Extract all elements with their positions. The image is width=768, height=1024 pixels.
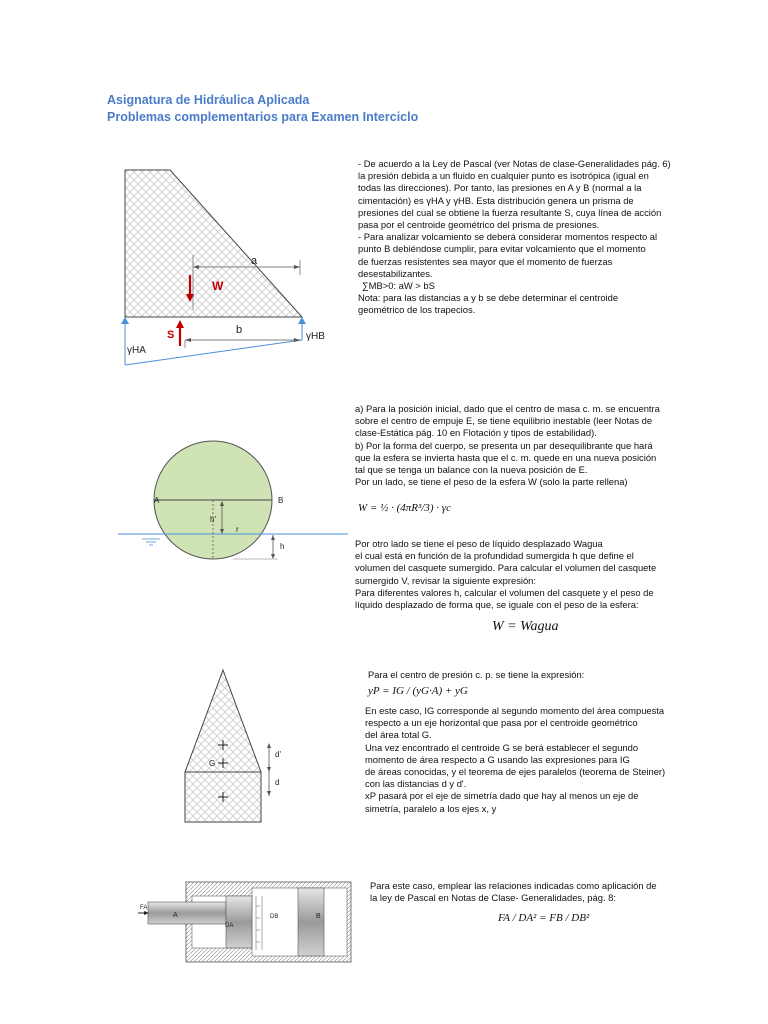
hydraulic-cylinder-figure bbox=[138, 866, 353, 976]
sphere-figure bbox=[118, 440, 348, 570]
equation-yp: yP = IG / (yG·A) + yG bbox=[368, 685, 468, 697]
section-2-text: a) Para la posición inicial, dado que el centro de masa c. m. se encuentra sobre el centro de empuje E, se tiene equilibrio inestable (leer Notas de clase-Estática pág. 10 en Flotación y tipos de estabilidad). b) Por la forma del cuerpo, se presenta un par desequilibrante que hará que la esfera se invierta hasta que el c. m. quede en una nueva posición tal que se tenga un balance con la nueva posición de E. Por un lado, se tiene el peso de la esfera W (solo la parte rellena) bbox=[355, 403, 660, 488]
label-a: a bbox=[251, 255, 258, 267]
section-3-intro: Para el centro de presión c. p. se tiene la expresión: bbox=[368, 669, 585, 680]
label-b: B bbox=[316, 913, 321, 920]
label-a: A bbox=[154, 496, 160, 505]
triangle-area bbox=[185, 670, 261, 772]
label-w: W bbox=[212, 279, 224, 293]
gate-figure bbox=[185, 668, 305, 828]
label-gamma-hb: γHB bbox=[306, 331, 325, 342]
section-3-text: En este caso, IG corresponde al segundo momento del área compuesta respecto a un eje horizontal que pasa por el centroide geométrico del área total G. Una vez encontrado el centroide G se berá establecer el segundo momento de área respecto a G usando las expresiones para IG de áreas conocidas, y el teorema de ejes paralelos (teorema de Steiner) con las distancias d y d'. xP pasará por el eje de simetría dado que hay al menos un eje de simetría, paralelo a los ejes x, y bbox=[365, 705, 666, 814]
label-s: S bbox=[167, 329, 175, 341]
equation-w: W = ½ · (4πR³/3) · γc bbox=[358, 502, 451, 514]
section-2-text-b: Por otro lado se tiene el peso de líquido desplazado Wagua el cual está en función de la profundidad sumergida h que define el volumen del casquete sumergido. Para calcular el volumen del casquete sumergido V, revisar la siguiente expresión: Para diferentes valores h, calcular el volumen del casquete y el peso de líquido desplazado de forma que, se iguale con el peso de la esfera: bbox=[355, 538, 657, 611]
document-subtitle: Problemas complementarios para Examen Interciclo bbox=[107, 110, 419, 124]
piston-b bbox=[298, 888, 324, 956]
label-da: DA bbox=[225, 923, 234, 929]
label-d: d bbox=[275, 778, 280, 787]
section-1-text: - De acuerdo a la Ley de Pascal (ver Notas de clase-Generalidades pág. 6) la presión debida a un fluido en cualquier punto es isotrópica (igual en todas las direcciones). Por tanto, las presiones en A y B (normal a la cimentación) es γHA y γHB. Esta distribución genera un prisma de presiones del cual se obtiene la fuerza resultante S, cuya línea de acción pasa por el centroide geométrico del prisma de presiones. - Para analizar volcamiento se deberá considerar momentos respecto al punto B debiéndose cumplir, para evitar volcamiento que el momento de fuerzas resistentes sea mayor que el momento de fuerzas desestabilizantes. ∑MB>0: aW > bS Nota: para las distancias a y b se debe determinar el centroide geométrico de los trapecios. bbox=[358, 158, 671, 316]
label-b: B bbox=[278, 496, 284, 505]
label-r: r bbox=[236, 525, 239, 534]
document-title: Asignatura de Hidráulica Aplicada bbox=[107, 93, 310, 107]
label-d-prime: d' bbox=[275, 750, 281, 759]
label-h-prime: h' bbox=[210, 515, 216, 524]
pressure-diagram-line bbox=[125, 340, 302, 365]
label-a: A bbox=[173, 912, 178, 919]
label-g: G bbox=[209, 759, 216, 768]
dam-figure bbox=[110, 160, 350, 400]
support-b-icon bbox=[298, 317, 306, 324]
support-a-icon bbox=[121, 317, 129, 324]
label-fa: FA bbox=[140, 905, 148, 911]
label-db: DB bbox=[270, 914, 279, 920]
equation-w-agua: W = Wagua bbox=[492, 619, 559, 634]
piston-rod-a bbox=[148, 902, 226, 924]
label-b: b bbox=[236, 324, 243, 336]
section-4-text: Para este caso, emplear las relaciones indicadas como aplicación de la ley de Pascal en Notas de Clase- Generalidades, pág. 8: bbox=[370, 880, 657, 904]
label-gamma-ha: γHA bbox=[127, 345, 146, 356]
dam-body bbox=[125, 170, 302, 317]
equation-pascal: FA / DA² = FB / DB² bbox=[498, 912, 590, 924]
label-h: h bbox=[280, 542, 285, 551]
piston-a bbox=[226, 896, 252, 948]
